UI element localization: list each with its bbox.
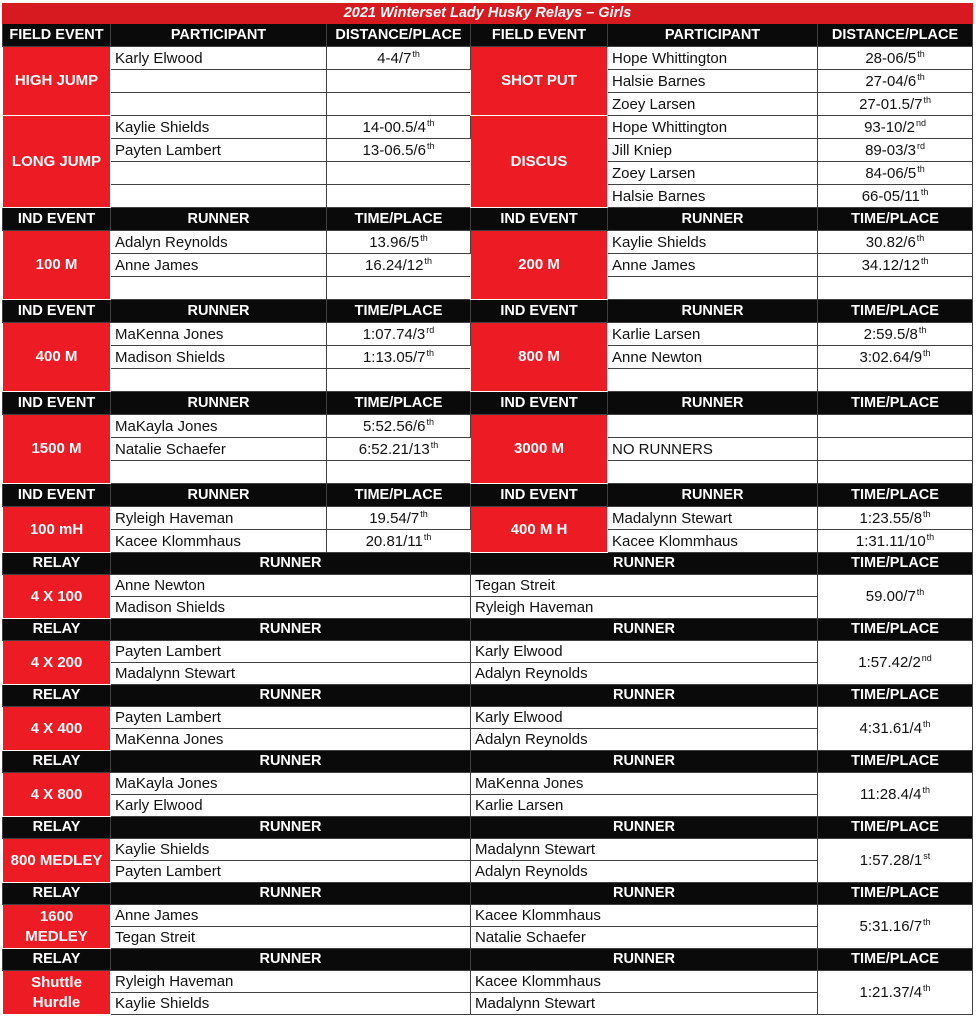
result-value: 19.54/7th bbox=[327, 507, 471, 530]
participant-name bbox=[111, 277, 327, 300]
result-value: 30.82/6th bbox=[818, 231, 973, 254]
relay-event-label: Shuttle Hurdle bbox=[3, 971, 111, 1015]
runner-header: RUNNER bbox=[471, 619, 818, 641]
runner-header: RUNNER bbox=[471, 751, 818, 773]
participant-name: Zoey Larsen bbox=[608, 162, 818, 185]
field-header-2: DISTANCE/PLACE bbox=[327, 24, 471, 47]
ind-header-5: TIME/PLACE bbox=[818, 300, 973, 323]
relay-runner: Adalyn Reynolds bbox=[471, 861, 818, 883]
result-value: 4-4/7th bbox=[327, 47, 471, 70]
participant-name bbox=[111, 70, 327, 93]
results-sheet bbox=[2, 3, 972, 1015]
relay-runner: Kacee Klommhaus bbox=[471, 905, 818, 927]
result-value bbox=[327, 369, 471, 392]
relay-runner: MaKenna Jones bbox=[471, 773, 818, 795]
participant-name: Kacee Klommhaus bbox=[608, 530, 818, 553]
relay-runner: Madalynn Stewart bbox=[471, 839, 818, 861]
relay-header: RELAY bbox=[3, 685, 111, 707]
runner-header: RUNNER bbox=[471, 553, 818, 575]
participant-name: Kaylie Shields bbox=[111, 116, 327, 139]
participant-name: Jill Kniep bbox=[608, 139, 818, 162]
place-suffix: th bbox=[923, 917, 931, 927]
relay-event-label: 4 X 400 bbox=[3, 707, 111, 751]
relay-runner: Adalyn Reynolds bbox=[471, 663, 818, 685]
place-suffix: th bbox=[923, 719, 931, 729]
result-value: 1:23.55/8th bbox=[818, 507, 973, 530]
participant-name: Anne James bbox=[111, 254, 327, 277]
result-value: 84-06/5th bbox=[818, 162, 973, 185]
ind-header-1: RUNNER bbox=[111, 208, 327, 231]
relay-event-label: 1600 MEDLEY bbox=[3, 905, 111, 949]
relay-runner: MaKayla Jones bbox=[111, 773, 471, 795]
participant-name bbox=[111, 93, 327, 116]
place-suffix: th bbox=[430, 439, 439, 450]
relay-runner: Kaylie Shields bbox=[111, 839, 471, 861]
place-suffix: th bbox=[923, 983, 931, 993]
field-header-3: FIELD EVENT bbox=[471, 24, 608, 47]
relay-time: 1:57.42/2nd bbox=[818, 641, 973, 685]
participant-name: Ryleigh Haveman bbox=[111, 507, 327, 530]
place-suffix: th bbox=[412, 48, 420, 59]
ind-header-3: IND EVENT bbox=[471, 392, 608, 415]
relay-time: 4:31.61/4th bbox=[818, 707, 973, 751]
ind-header-5: TIME/PLACE bbox=[818, 208, 973, 231]
relay-runner: Kacee Klommhaus bbox=[471, 971, 818, 993]
place-suffix: th bbox=[923, 94, 931, 105]
relay-runner: Karly Elwood bbox=[471, 641, 818, 663]
ind-header-4: RUNNER bbox=[608, 392, 818, 415]
time-header: TIME/PLACE bbox=[818, 619, 973, 641]
results-table bbox=[2, 3, 973, 1015]
page-title: 2021 Winterset Lady Husky Relays – Girls bbox=[3, 4, 973, 24]
result-value bbox=[327, 162, 471, 185]
result-value: 13.96/5th bbox=[327, 231, 471, 254]
participant-name: Halsie Barnes bbox=[608, 185, 818, 208]
place-suffix: th bbox=[420, 508, 428, 519]
relay-event-label: 4 X 800 bbox=[3, 773, 111, 817]
place-suffix: th bbox=[423, 531, 432, 542]
result-value bbox=[327, 185, 471, 208]
relay-runner: Tegan Streit bbox=[111, 927, 471, 949]
runner-header: RUNNER bbox=[471, 685, 818, 707]
result-value: 66-05/11th bbox=[818, 185, 973, 208]
result-value: 27-01.5/7th bbox=[818, 93, 973, 116]
result-value: 5:52.56/6th bbox=[327, 415, 471, 438]
result-value: 6:52.21/13th bbox=[327, 438, 471, 461]
ind-header-3: IND EVENT bbox=[471, 300, 608, 323]
participant-name: Anne James bbox=[608, 254, 818, 277]
place-suffix: th bbox=[926, 531, 935, 542]
ind-header-5: TIME/PLACE bbox=[818, 392, 973, 415]
ind-header-1: RUNNER bbox=[111, 392, 327, 415]
runner-header: RUNNER bbox=[111, 751, 471, 773]
ind-header-2: TIME/PLACE bbox=[327, 392, 471, 415]
participant-name: Anne Newton bbox=[608, 346, 818, 369]
event-label: 3000 M bbox=[471, 415, 608, 484]
place-suffix: th bbox=[917, 163, 925, 174]
ind-header-1: RUNNER bbox=[111, 484, 327, 507]
relay-header: RELAY bbox=[3, 817, 111, 839]
event-label: 800 M bbox=[471, 323, 608, 392]
runner-header: RUNNER bbox=[111, 817, 471, 839]
runner-header: RUNNER bbox=[111, 619, 471, 641]
result-value bbox=[818, 415, 973, 438]
time-header: TIME/PLACE bbox=[818, 553, 973, 575]
result-value bbox=[327, 93, 471, 116]
participant-name bbox=[608, 415, 818, 438]
relay-runner: Payten Lambert bbox=[111, 641, 471, 663]
relay-runner: Madalynn Stewart bbox=[111, 663, 471, 685]
result-value bbox=[818, 438, 973, 461]
place-suffix: th bbox=[916, 232, 925, 243]
place-suffix: th bbox=[426, 140, 435, 151]
relay-header: RELAY bbox=[3, 553, 111, 575]
runner-header: RUNNER bbox=[471, 883, 818, 905]
result-value bbox=[818, 461, 973, 484]
place-suffix: th bbox=[426, 117, 435, 128]
runner-header: RUNNER bbox=[471, 949, 818, 971]
place-suffix: nd bbox=[915, 117, 926, 128]
result-value: 1:13.05/7th bbox=[327, 346, 471, 369]
event-label: HIGH JUMP bbox=[3, 47, 111, 116]
participant-name: Hope Whittington bbox=[608, 116, 818, 139]
relay-header: RELAY bbox=[3, 883, 111, 905]
participant-name bbox=[111, 369, 327, 392]
event-label: LONG JUMP bbox=[3, 116, 111, 208]
place-suffix: th bbox=[922, 785, 931, 795]
relay-runner: Ryleigh Haveman bbox=[111, 971, 471, 993]
place-suffix: th bbox=[916, 587, 925, 597]
relay-header: RELAY bbox=[3, 619, 111, 641]
runner-header: RUNNER bbox=[111, 685, 471, 707]
place-suffix: th bbox=[920, 255, 929, 266]
participant-name: MaKenna Jones bbox=[111, 323, 327, 346]
result-value: 20.81/11th bbox=[327, 530, 471, 553]
result-value bbox=[327, 70, 471, 93]
participant-name: Zoey Larsen bbox=[608, 93, 818, 116]
participant-name: Kaylie Shields bbox=[608, 231, 818, 254]
relay-runner: Karlie Larsen bbox=[471, 795, 818, 817]
relay-runner: Madalynn Stewart bbox=[471, 993, 818, 1015]
relay-runner: Anne James bbox=[111, 905, 471, 927]
result-value bbox=[818, 369, 973, 392]
relay-runner: Karly Elwood bbox=[111, 795, 471, 817]
participant-name: MaKayla Jones bbox=[111, 415, 327, 438]
relay-header: RELAY bbox=[3, 949, 111, 971]
event-label: 1500 M bbox=[3, 415, 111, 484]
relay-runner: Tegan Streit bbox=[471, 575, 818, 597]
relay-time: 5:31.16/7th bbox=[818, 905, 973, 949]
relay-runner: Ryleigh Haveman bbox=[471, 597, 818, 619]
result-value: 89-03/3rd bbox=[818, 139, 973, 162]
result-value: 93-10/2nd bbox=[818, 116, 973, 139]
event-label: 100 M bbox=[3, 231, 111, 300]
participant-name bbox=[608, 461, 818, 484]
result-value bbox=[327, 461, 471, 484]
participant-name: Madison Shields bbox=[111, 346, 327, 369]
result-value: 14-00.5/4th bbox=[327, 116, 471, 139]
relay-time: 59.00/7th bbox=[818, 575, 973, 619]
place-suffix: th bbox=[426, 347, 435, 358]
event-label: 100 mH bbox=[3, 507, 111, 553]
result-value: 1:31.11/10th bbox=[818, 530, 973, 553]
result-value: 13-06.5/6th bbox=[327, 139, 471, 162]
field-header-5: DISTANCE/PLACE bbox=[818, 24, 973, 47]
relay-time: 1:57.28/1st bbox=[818, 839, 973, 883]
place-suffix: rd bbox=[916, 140, 925, 151]
participant-name bbox=[111, 162, 327, 185]
place-suffix: nd bbox=[921, 653, 932, 663]
place-suffix: th bbox=[426, 416, 435, 427]
place-suffix: th bbox=[918, 324, 927, 335]
time-header: TIME/PLACE bbox=[818, 949, 973, 971]
participant-name: Adalyn Reynolds bbox=[111, 231, 327, 254]
relay-header: RELAY bbox=[3, 751, 111, 773]
runner-header: RUNNER bbox=[111, 553, 471, 575]
participant-name bbox=[608, 277, 818, 300]
place-suffix: st bbox=[923, 851, 931, 861]
event-label: SHOT PUT bbox=[471, 47, 608, 116]
relay-runner: Payten Lambert bbox=[111, 707, 471, 729]
relay-time: 11:28.4/4th bbox=[818, 773, 973, 817]
participant-name: NO RUNNERS bbox=[608, 438, 818, 461]
time-header: TIME/PLACE bbox=[818, 751, 973, 773]
relay-runner: Kaylie Shields bbox=[111, 993, 471, 1015]
result-value: 34.12/12th bbox=[818, 254, 973, 277]
participant-name bbox=[111, 461, 327, 484]
event-label: 400 M H bbox=[471, 507, 608, 553]
relay-runner: Payten Lambert bbox=[111, 861, 471, 883]
time-header: TIME/PLACE bbox=[818, 883, 973, 905]
result-value bbox=[327, 277, 471, 300]
participant-name bbox=[111, 185, 327, 208]
place-suffix: th bbox=[923, 508, 931, 519]
ind-header-4: RUNNER bbox=[608, 208, 818, 231]
time-header: TIME/PLACE bbox=[818, 817, 973, 839]
ind-header-0: IND EVENT bbox=[3, 484, 111, 507]
relay-runner: Adalyn Reynolds bbox=[471, 729, 818, 751]
place-suffix: th bbox=[917, 48, 925, 59]
ind-header-2: TIME/PLACE bbox=[327, 208, 471, 231]
relay-event-label: 4 X 100 bbox=[3, 575, 111, 619]
result-value: 3:02.64/9th bbox=[818, 346, 973, 369]
ind-header-5: TIME/PLACE bbox=[818, 484, 973, 507]
relay-event-label: 4 X 200 bbox=[3, 641, 111, 685]
time-header: TIME/PLACE bbox=[818, 685, 973, 707]
place-suffix: th bbox=[917, 71, 925, 82]
ind-header-0: IND EVENT bbox=[3, 300, 111, 323]
result-value: 2:59.5/8th bbox=[818, 323, 973, 346]
participant-name: Kacee Klommhaus bbox=[111, 530, 327, 553]
field-header-0: FIELD EVENT bbox=[3, 24, 111, 47]
field-header-1: PARTICIPANT bbox=[111, 24, 327, 47]
result-value: 1:07.74/3rd bbox=[327, 323, 471, 346]
result-value: 27-04/6th bbox=[818, 70, 973, 93]
participant-name: Halsie Barnes bbox=[608, 70, 818, 93]
relay-runner: Natalie Schaefer bbox=[471, 927, 818, 949]
participant-name: Karly Elwood bbox=[111, 47, 327, 70]
ind-header-4: RUNNER bbox=[608, 300, 818, 323]
place-suffix: th bbox=[420, 232, 428, 243]
result-value bbox=[818, 277, 973, 300]
relay-event-label: 800 MEDLEY bbox=[3, 839, 111, 883]
participant-name: Madalynn Stewart bbox=[608, 507, 818, 530]
place-suffix: th bbox=[920, 186, 929, 197]
participant-name: Payten Lambert bbox=[111, 139, 327, 162]
place-suffix: th bbox=[923, 347, 931, 358]
relay-runner: Madison Shields bbox=[111, 597, 471, 619]
relay-time: 1:21.37/4th bbox=[818, 971, 973, 1015]
result-value: 28-06/5th bbox=[818, 47, 973, 70]
participant-name: Natalie Schaefer bbox=[111, 438, 327, 461]
result-value: 16.24/12th bbox=[327, 254, 471, 277]
runner-header: RUNNER bbox=[111, 883, 471, 905]
ind-header-3: IND EVENT bbox=[471, 208, 608, 231]
ind-header-1: RUNNER bbox=[111, 300, 327, 323]
ind-header-0: IND EVENT bbox=[3, 392, 111, 415]
event-label: DISCUS bbox=[471, 116, 608, 208]
ind-header-4: RUNNER bbox=[608, 484, 818, 507]
ind-header-2: TIME/PLACE bbox=[327, 484, 471, 507]
participant-name: Hope Whittington bbox=[608, 47, 818, 70]
relay-runner: Anne Newton bbox=[111, 575, 471, 597]
relay-runner: MaKenna Jones bbox=[111, 729, 471, 751]
place-suffix: th bbox=[424, 255, 432, 266]
event-label: 400 M bbox=[3, 323, 111, 392]
ind-header-2: TIME/PLACE bbox=[327, 300, 471, 323]
runner-header: RUNNER bbox=[111, 949, 471, 971]
participant-name: Karlie Larsen bbox=[608, 323, 818, 346]
place-suffix: rd bbox=[426, 324, 435, 335]
participant-name bbox=[608, 369, 818, 392]
ind-header-3: IND EVENT bbox=[471, 484, 608, 507]
field-header-4: PARTICIPANT bbox=[608, 24, 818, 47]
event-label: 200 M bbox=[471, 231, 608, 300]
relay-runner: Karly Elwood bbox=[471, 707, 818, 729]
ind-header-0: IND EVENT bbox=[3, 208, 111, 231]
runner-header: RUNNER bbox=[471, 817, 818, 839]
